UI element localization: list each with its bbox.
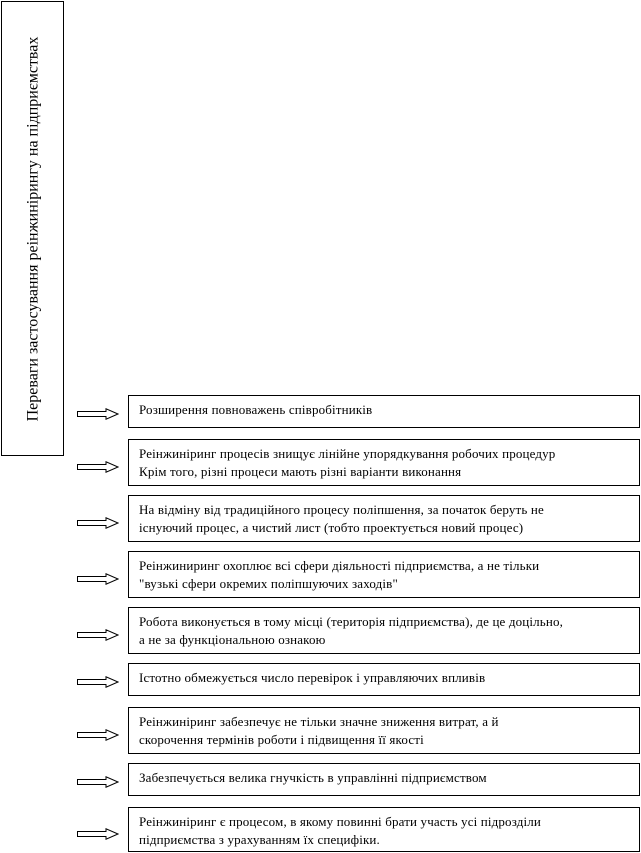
item-box — [128, 551, 640, 598]
item-text-line: Реінжиніринг забезпечує не тільки значне зниження витрат, а й — [139, 714, 499, 729]
item-text-line: скорочення термінів роботи і підвищення її якості — [139, 732, 424, 747]
item-box — [128, 395, 640, 428]
item-text-line: На відміну від традиційного процесу поліпшення, за початок беруть не — [139, 502, 544, 517]
item-text-line: Істотно обмежується число перевірок і управляючих впливів — [139, 670, 486, 685]
item-box — [128, 495, 640, 542]
item-text-line: Крім того, різні процеси мають різні варіанти виконання — [139, 464, 462, 479]
item-box — [128, 763, 640, 796]
item-text-line: Робота виконується в тому місці (територія підприємства), де це доцільно, — [139, 614, 564, 629]
arrow-right-icon — [77, 461, 119, 473]
item-text-line: Реінжиниринг охоплює всі сфери діяльності підприємства, а не тільки — [139, 558, 540, 573]
item-text-line: Реінжиніринг є процесом, в якому повинні брати участь усі підрозділи — [139, 814, 542, 829]
item-box — [128, 663, 640, 696]
arrow-right-icon — [77, 629, 119, 641]
arrow-right-icon — [77, 729, 119, 741]
item-box — [128, 439, 640, 486]
arrow-right-icon — [77, 828, 119, 840]
arrow-right-icon — [77, 517, 119, 529]
title-box — [1, 1, 64, 456]
item-text-line: "вузькі сфери окремих поліпшуючих заходів" — [139, 576, 398, 591]
item-box — [128, 707, 640, 754]
arrow-right-icon — [77, 573, 119, 585]
item-box — [128, 807, 640, 852]
item-box — [128, 607, 640, 654]
item-text-line: Реінжиніринг процесів знищує лінійне упорядкування робочих процедур — [139, 446, 556, 461]
item-text-line: Забезпечується велика гнучкість в управлінні підприємством — [139, 770, 487, 785]
arrow-right-icon — [77, 676, 119, 688]
item-text-line: підприємства з урахуванням їх специфіки. — [139, 832, 380, 847]
diagram-title: Переваги застосування реінжинірингу на підприємствах — [24, 36, 41, 421]
arrow-right-icon — [77, 408, 119, 420]
item-text-line: Розширення повноважень співробітників — [139, 402, 373, 417]
item-text-line: а не за функціональною ознакою — [139, 632, 326, 647]
arrow-right-icon — [77, 776, 119, 788]
item-text-line: існуючий процес, а чистий лист (тобто проектується новий процес) — [139, 520, 524, 535]
